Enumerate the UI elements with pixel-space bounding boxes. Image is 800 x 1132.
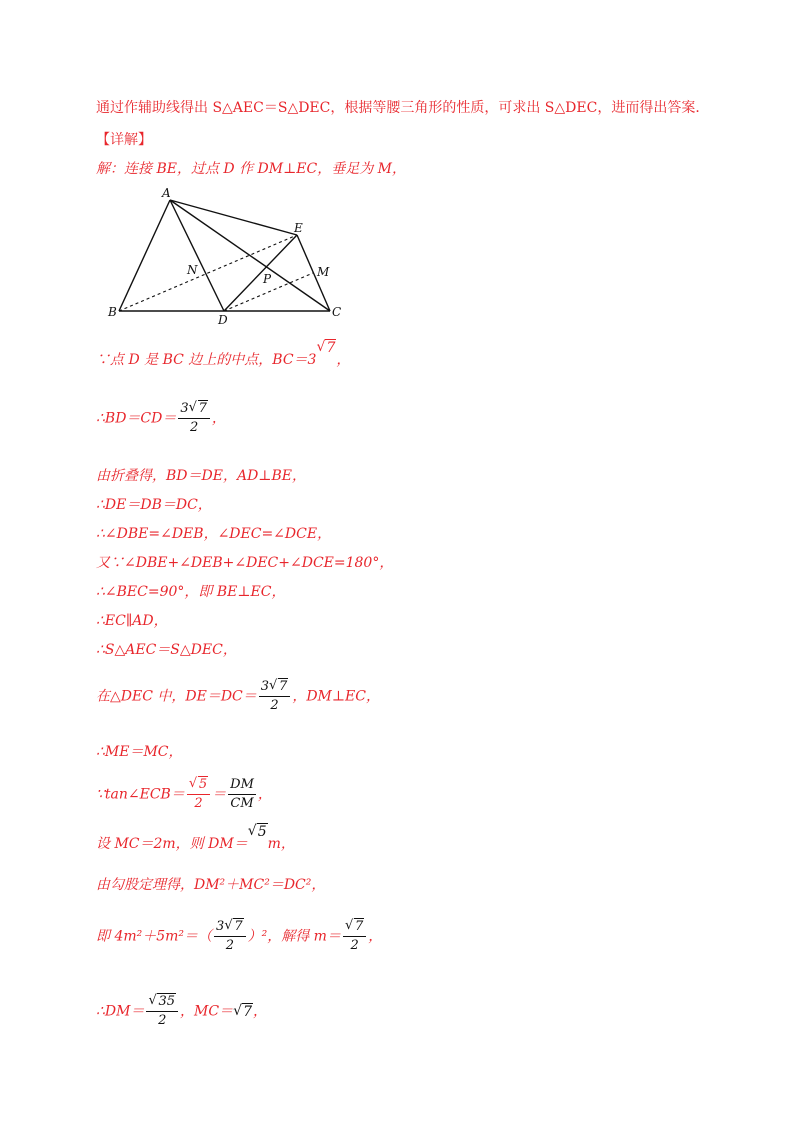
coef: 3 [180,401,189,416]
denominator: 2 [158,1013,167,1028]
angle-sum-text: 又∵∠DBE+∠DEB+∠DEC+∠DCE=180°， [96,555,394,571]
segment-AD [170,200,224,311]
comma: ， [368,928,383,945]
sqrt-35 [148,993,176,1011]
denominator: 2 [350,938,359,953]
label-B: B [108,305,117,319]
comma: ， [257,786,272,803]
de-db-dc-line [96,495,212,515]
detail-heading [96,130,152,150]
de-db-dc-text: ∴DE＝DB＝DC， [96,497,212,513]
denominator: 2 [194,796,203,811]
fold-text: 由折叠得，BD＝DE，AD⊥BE， [96,468,306,484]
radicand: 5 [257,824,267,840]
bd-cd-line [96,400,226,437]
sqrt-7 [224,918,243,936]
radicand: 7 [198,401,207,416]
hint-text: 通过作辅助线得出 S△AEC＝S△DEC，根据等腰三角形的性质，可求出 S△DEC，进而得出答案． [96,100,710,116]
segment-DE [224,235,297,311]
midpoint-text: ∵点 D 是 BC 边上的中点，BC＝3 [96,352,317,368]
area-eq-text: ∴S△AEC＝S△DEC， [96,642,237,658]
radicand: 7 [243,1003,252,1020]
dm-text: ∴DM＝ [96,1003,145,1020]
fraction-sqrt35-over-2 [146,993,178,1030]
label-C: C [332,305,342,319]
sqrt-5 [189,776,208,794]
sqrt-7 [189,400,208,418]
sqrt-7 [345,918,364,936]
sqrt-5 [248,822,268,842]
denominator: 2 [190,420,199,435]
area-eq-line [96,640,237,660]
result-line [96,993,267,1030]
comma: ， [252,1003,267,1020]
denominator: CM [230,796,254,811]
radicand: 7 [234,919,243,934]
fraction-3sqrt7-over-2 [259,678,291,715]
var-m: m [267,836,281,852]
fraction-dm-over-cm [228,776,256,813]
set-mc-line [96,824,295,854]
denominator: 2 [225,938,234,953]
label-N: N [187,263,198,277]
triangle-dec-line [96,678,380,715]
detail-heading-text: 【详解】 [96,132,152,148]
pythag-line [96,875,325,895]
parallel-line [96,611,168,631]
me-mc-text: ∴ME＝MC， [96,744,183,760]
equals: ＝ [212,786,227,803]
tan-line [96,776,272,813]
midpoint-line [96,340,351,370]
label-A: A [162,186,171,200]
radicand: 35 [158,994,176,1009]
solution-intro-text: 解：连接 BE，过点 D 作 DM⊥EC，垂足为 M， [96,161,406,177]
sqrt-7 [269,678,288,696]
radicand: 7 [326,340,336,356]
fraction-3sqrt7-over-2 [178,400,210,437]
comma: ， [211,410,226,427]
label-E: E [294,221,303,235]
denominator: 2 [270,698,279,713]
fold-line [96,466,306,486]
coef: 3 [216,919,225,934]
comma: ， [280,836,295,852]
dm-perp-text: ，DM⊥EC， [292,688,380,705]
label-D: D [218,313,228,325]
angle-sum-line [96,553,393,573]
sqrt-7 [316,338,336,358]
bd-cd-text: ∴BD＝CD＝ [96,410,177,427]
fraction-sqrt7-over-2 [343,918,366,955]
solve-m-line [96,918,382,955]
radicand: 7 [354,919,364,934]
triangle-dec-text: 在△DEC 中，DE＝DC＝ [96,688,257,705]
angles-line [96,524,331,544]
parallel-text: ∴EC∥AD， [96,613,168,629]
set-mc-text: 设 MC＝2m，则 DM＝ [96,836,248,852]
fraction-3sqrt7-over-2 [214,918,246,955]
comma: ， [336,352,351,368]
coef: 3 [260,679,270,694]
fraction-sqrt5-over-2 [187,776,210,813]
tan-text: ∵tan∠ECB＝ [96,786,185,803]
radicand: 5 [198,777,208,792]
segment-AB [119,200,170,311]
label-P: P [263,272,272,286]
pythag-text: 由勾股定理得，DM²＋MC²＝DC²， [96,877,326,893]
sqrt-7 [233,1002,253,1022]
solution-intro [96,159,406,179]
label-M: M [317,265,330,279]
me-mc-line [96,742,183,762]
right-angle-text: ∴∠BEC=90°，即 BE⊥EC， [96,584,286,600]
right-angle-line [96,582,285,602]
geometry-diagram [106,185,351,325]
hint-line [96,98,709,118]
angles-text: ∴∠DBE=∠DEB，∠DEC=∠DCE， [96,526,332,542]
radicand: 7 [279,679,288,694]
mc-text: ，MC＝ [180,1003,234,1020]
segment-AE [170,200,297,235]
solve-m-text-a: 即 4m²＋5m²＝（ [96,928,213,945]
solve-m-text-b: ）²，解得 m＝ [247,928,341,945]
numerator: DM [228,776,256,795]
